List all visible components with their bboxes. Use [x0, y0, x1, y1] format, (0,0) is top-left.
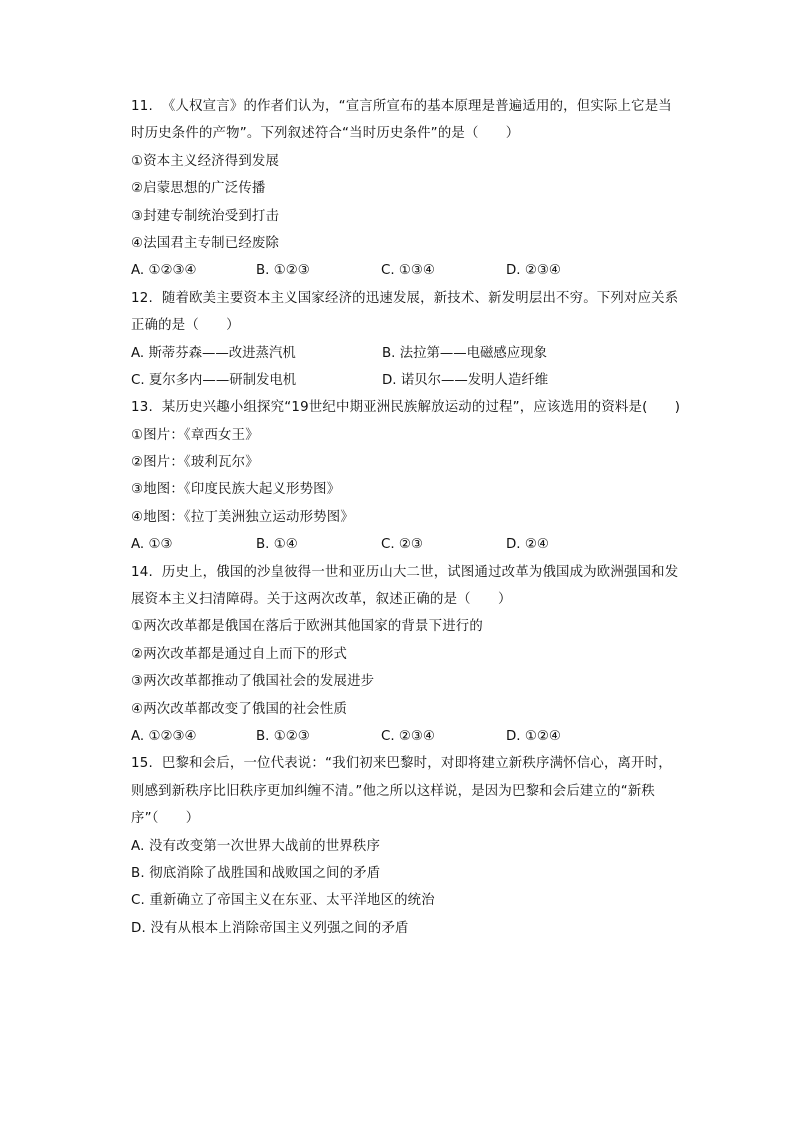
answer-options [131, 340, 671, 367]
option-a: A. 斯蒂芬森——改进蒸汽机 [131, 345, 296, 361]
question-15 [131, 750, 671, 942]
stem-line: 《人权宣言》的作者们认为，“宣言所宣布的基本原理是普遍适用的，但实际上它是当 [161, 99, 672, 114]
stem-line: 历史上，俄国的沙皇彼得一世和亚历山大二世，试图通过改革为俄国成为欧洲强国和发 [161, 564, 679, 580]
question-12 [131, 285, 679, 395]
option-d: D. ②④ [506, 537, 549, 553]
question-number: 13. [131, 400, 153, 416]
question-number: 14. [131, 564, 153, 580]
answer-options [131, 367, 671, 394]
answer-options [131, 531, 671, 558]
option-a: A. ①②③④ [131, 263, 197, 279]
stem-line: 时历史条件的产物”。下列叙述符合“当时历史条件”的是（ ） [131, 126, 520, 142]
option-b: B. 彻底消除了战胜国和战败国之间的矛盾 [131, 865, 381, 881]
option-c: C. 重新确立了帝国主义在东亚、太平洋地区的统治 [131, 893, 435, 909]
statement-item: ③封建专制统治受到打击 [131, 208, 280, 224]
question-stem [131, 394, 681, 421]
option-b: B. 法拉第——电磁感应现象 [382, 345, 547, 361]
statement-item: ②图片：《玻利瓦尔》 [131, 455, 259, 471]
option-d: D. ②③④ [506, 263, 561, 279]
statement-item: ①两次改革都是俄国在落后于欧洲其他国家的背景下进行的 [131, 619, 483, 635]
stem-line: 巴黎和会后，一位代表说：“我们初来巴黎时，对即将建立新秩序满怀信心，离开时， [161, 756, 672, 772]
statement-item: ②两次改革都是通过自上而下的形式 [131, 646, 348, 662]
stem-line: 正确的是（ ） [131, 318, 240, 334]
statement-item: ①图片：《章西女王》 [131, 427, 259, 443]
statement-item: ④法国君主专制已经废除 [131, 235, 280, 251]
statement-item: ③地图：《印度民族大起义形势图》 [131, 482, 341, 498]
statement-item: ④地图：《拉丁美洲独立运动形势图》 [131, 509, 354, 525]
statement-item: ①资本主义经济得到发展 [131, 153, 280, 169]
question-11 [131, 93, 671, 285]
option-c: C. ②③ [381, 537, 423, 553]
option-d: D. 没有从根本上消除帝国主义列强之间的矛盾 [131, 920, 409, 936]
question-number: 11. [131, 99, 153, 114]
option-d: D. 诺贝尔——发明人造纤维 [382, 372, 549, 388]
question-stem [131, 93, 671, 120]
answer-options [131, 723, 671, 750]
stem-line: 某历史兴趣小组探究“19世纪中期亚洲民族解放运动的过程”，应该选用的资料是( ) [161, 400, 681, 416]
option-a: A. ①③ [131, 537, 173, 553]
question-number: 15. [131, 756, 153, 772]
option-a: A. ①②③④ [131, 728, 197, 744]
option-b: B. ①②③ [256, 263, 310, 279]
question-13 [131, 394, 681, 558]
stem-line: 则感到新秩序比旧秩序更加纠缠不清。”他之所以这样说，是因为巴黎和会后建立的“新秩 [131, 783, 656, 799]
option-b: B. ①④ [256, 537, 298, 553]
question-stem [131, 559, 679, 586]
statement-item: ③两次改革都推动了俄国社会的发展进步 [131, 674, 375, 690]
question-stem [131, 285, 679, 312]
statement-item: ②启蒙思想的广泛传播 [131, 181, 266, 197]
statement-item: ④两次改革都改变了俄国的社会性质 [131, 701, 348, 717]
answer-options [131, 257, 671, 284]
stem-line: 随着欧美主要资本主义国家经济的迅速发展，新技术、新发明层出不穷。下列对应关系 [161, 290, 679, 306]
option-a: A. 没有改变第一次世界大战前的世界秩序 [131, 838, 381, 854]
question-number: 12. [131, 290, 153, 306]
option-c: C. 夏尔多内——研制发电机 [131, 372, 297, 388]
question-stem [131, 750, 671, 777]
stem-line: 展资本主义扫清障碍。关于这两次改革，叙述正确的是（ ） [131, 592, 512, 608]
option-d: D. ①②④ [506, 728, 561, 744]
option-c: C. ②③④ [381, 728, 435, 744]
question-list [131, 93, 681, 942]
option-b: B. ①②③ [256, 728, 310, 744]
stem-line: 序”（ ） [131, 811, 200, 827]
option-c: C. ①③④ [381, 263, 435, 279]
question-14 [131, 559, 679, 751]
